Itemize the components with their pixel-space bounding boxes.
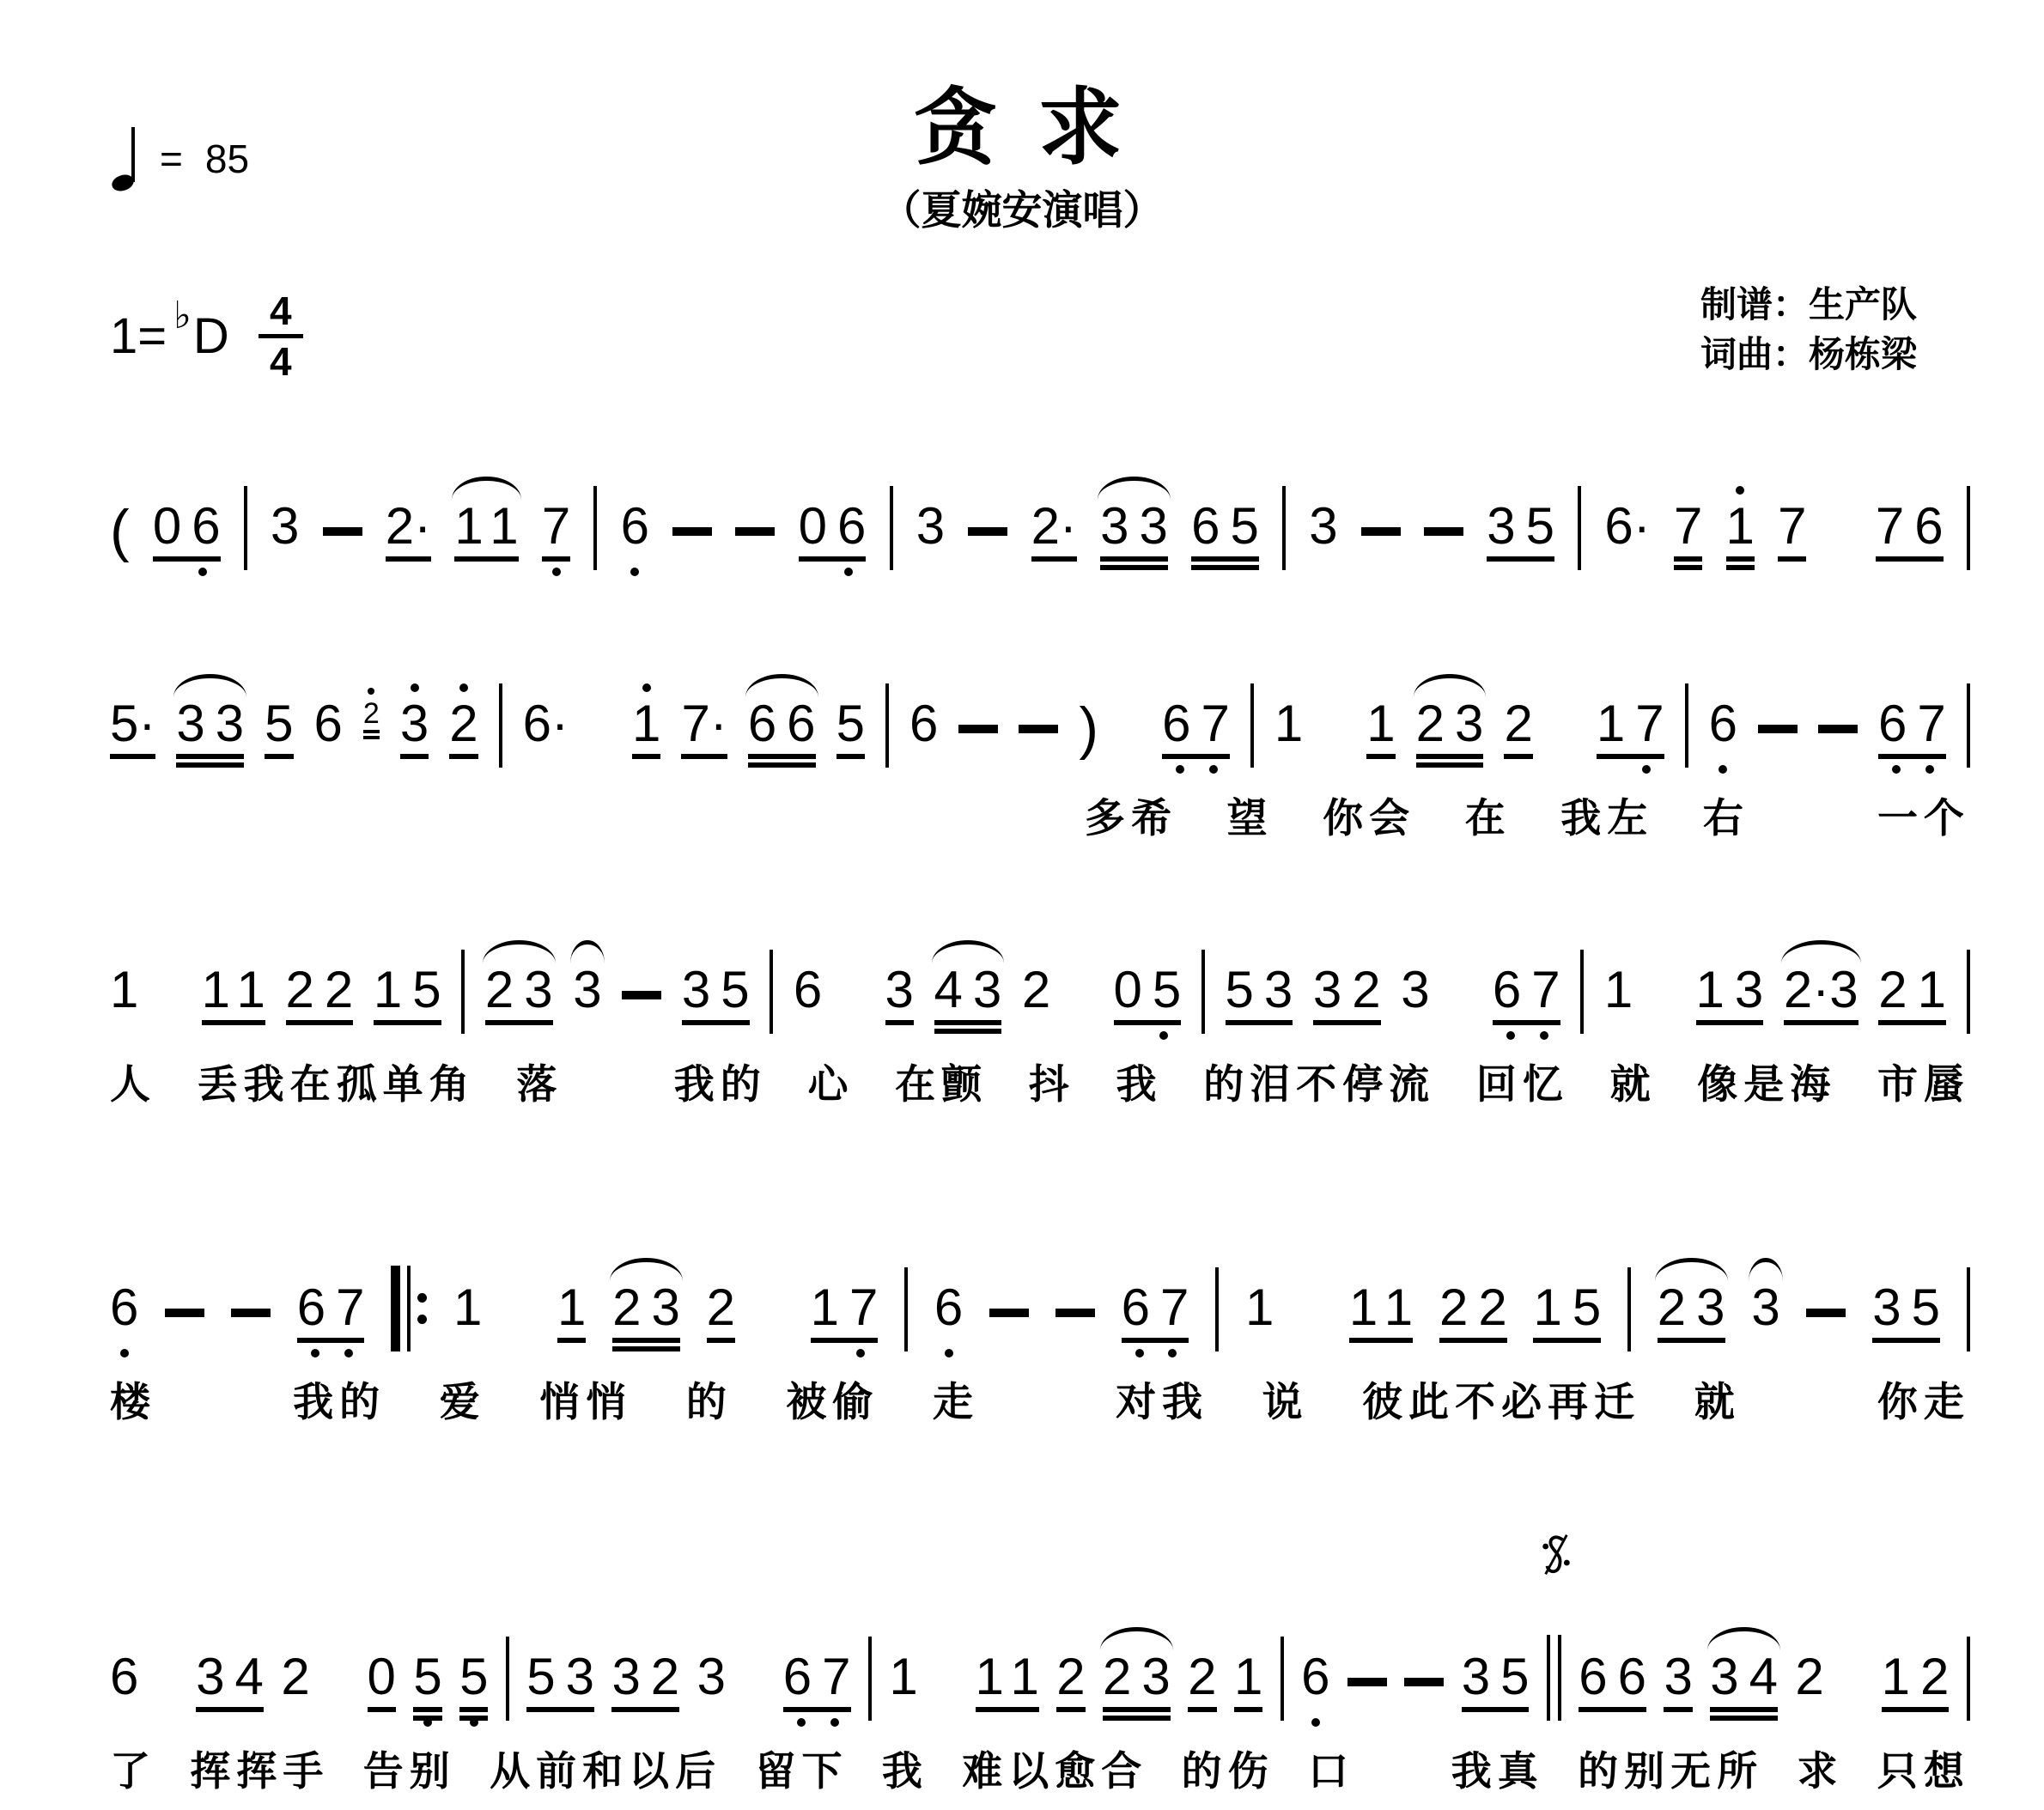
note: 1 (1274, 695, 1304, 752)
barline (1967, 683, 1970, 768)
second-beam (1416, 762, 1484, 768)
lyric-group: 我的 (673, 1061, 767, 1107)
parenthesis: ( (110, 498, 130, 563)
note: 23 (612, 1282, 680, 1343)
octave-dot-below (1506, 1031, 1515, 1040)
spacer (1450, 1022, 1472, 1025)
key-tonic: D (192, 308, 229, 365)
music-system-2 (110, 663, 1970, 844)
note: 3 (916, 497, 946, 555)
note: 3 (1664, 1651, 1692, 1712)
barline (1967, 1267, 1970, 1351)
note: 67 (1162, 698, 1230, 759)
note: 1 (1244, 1279, 1274, 1336)
octave-dot-below (198, 568, 207, 576)
note: 67 (783, 1651, 851, 1712)
note: 53 (1226, 964, 1293, 1025)
note: 67 (1878, 698, 1946, 759)
barline (1967, 1637, 1970, 1721)
lyric-group: 就 (1609, 1061, 1657, 1107)
octave-dot-below (1135, 1349, 1144, 1358)
octave-dot-above (411, 683, 419, 692)
note: 67 (297, 1282, 365, 1343)
dash-note (672, 527, 712, 536)
note: 67 (1122, 1282, 1189, 1343)
lyric-group: 说 (1262, 1379, 1309, 1424)
note: 1 (453, 1279, 483, 1336)
barline (499, 683, 502, 768)
dash-note (1818, 725, 1858, 733)
dash-note (958, 725, 998, 733)
note: 6 (934, 1282, 963, 1343)
lyric-spacer (604, 1053, 633, 1110)
octave-dot-below (1159, 1031, 1168, 1040)
octave-dot-below (945, 1349, 953, 1358)
note: 11 (976, 1651, 1039, 1712)
time-signature (259, 290, 303, 383)
note: 6· (1604, 497, 1651, 555)
lyric-group: 就 (1694, 1379, 1741, 1424)
octave-dot-above (368, 688, 374, 695)
second-beam (1726, 565, 1755, 570)
note: 3 (1751, 1282, 1779, 1343)
barline (1578, 486, 1581, 570)
note: 43 (934, 964, 1002, 1025)
spacer (935, 1709, 958, 1712)
barline (1967, 486, 1970, 570)
tempo-bpm: 85 (204, 137, 250, 181)
note: 1 (1603, 961, 1633, 1018)
lyric-group: 走 (932, 1379, 979, 1424)
spacer (159, 1022, 181, 1025)
dash-note (1361, 527, 1401, 536)
credit-composer: 词曲：杨栋梁 (1700, 333, 1917, 374)
lyric-group: 我左 (1560, 795, 1654, 841)
time-signature-top: 4 (270, 289, 292, 333)
octave-dot-below (830, 1718, 839, 1727)
note: 6 (909, 695, 939, 752)
note: 12 (1882, 1651, 1950, 1712)
slur-arc (932, 940, 1005, 963)
note: 6 (793, 961, 823, 1018)
octave-dot-below (423, 1718, 432, 1727)
parenthesis: ) (1079, 695, 1099, 761)
fraction-bar (259, 334, 303, 338)
barline (461, 950, 465, 1034)
note: 23 (1416, 698, 1484, 759)
note: 17 (1597, 698, 1664, 759)
lyric-group: 被偷 (786, 1379, 879, 1424)
spacer (1119, 756, 1141, 759)
note: 1 (1726, 501, 1755, 562)
notes-row (110, 929, 1970, 1025)
dash-note (1758, 725, 1798, 733)
spacer (508, 1339, 531, 1343)
lyric-group: 的 (685, 1379, 733, 1424)
note: 33 (176, 698, 244, 759)
note: 34 (1710, 1651, 1778, 1712)
lyric-spacer (1388, 1740, 1417, 1797)
lyric-group: 落 (516, 1061, 563, 1107)
note: 1 (557, 1282, 586, 1343)
note: 2 (1056, 1651, 1085, 1712)
key-signature (110, 290, 303, 383)
music-system-5 (110, 1616, 1970, 1797)
dash-note (323, 527, 362, 536)
time-signature-bottom: 4 (270, 339, 292, 385)
note: 6 (1709, 698, 1737, 759)
spacer (1323, 756, 1346, 759)
octave-dot-below (1719, 765, 1727, 774)
slur-arc (452, 477, 520, 500)
lyric-group: 我 (1116, 1061, 1163, 1107)
slur-arc (1707, 1627, 1780, 1650)
lyric-spacer (1798, 787, 1828, 844)
lyric-group: 彼此不必再迁 (1362, 1379, 1641, 1424)
note: 5 (836, 698, 865, 759)
note: 6 (621, 501, 649, 562)
lyric-group: 在 (1464, 795, 1512, 841)
lyric-group: 从前和以后 (490, 1748, 722, 1794)
note: 06 (153, 501, 221, 562)
octave-dot-above (642, 683, 651, 692)
second-beam (1103, 1716, 1171, 1721)
barline (1580, 950, 1584, 1034)
dash-note (1424, 527, 1463, 536)
barline (1627, 1267, 1631, 1351)
note: 76 (1876, 501, 1944, 562)
lyric-group: 我真 (1451, 1748, 1544, 1794)
music-system-4 (110, 1247, 1970, 1428)
lyrics-row (110, 1370, 1970, 1428)
second-beam (612, 1346, 680, 1351)
lyric-group: 望 (1226, 795, 1274, 841)
octave-dot-below (856, 1349, 865, 1358)
note: 6 (110, 1282, 138, 1343)
octave-dot-below (1176, 765, 1184, 774)
note: 67 (1493, 964, 1560, 1025)
dash-note (622, 991, 661, 999)
notes-row (110, 465, 1970, 562)
barline (1215, 1267, 1219, 1351)
spacer (1554, 756, 1576, 759)
music-system-1 (110, 465, 1970, 562)
lyric-group: 多希 (1085, 795, 1177, 841)
slur-arc (173, 674, 246, 697)
note: 06 (799, 501, 867, 562)
note: 11 (1349, 1282, 1413, 1343)
barline (244, 486, 247, 570)
barline (770, 950, 773, 1034)
lyric-group: 留下 (755, 1748, 849, 1794)
note: 1 (1366, 698, 1395, 759)
lyric-spacer (210, 1370, 240, 1428)
note: 11 (454, 501, 518, 562)
dash-note (1019, 725, 1058, 733)
double-barline (1547, 1635, 1561, 1721)
octave-dot-below (1540, 1031, 1548, 1040)
note: 3 (1401, 961, 1430, 1018)
lyric-group: 的泪不停流 (1203, 1061, 1436, 1107)
lyric-group: 求 (1797, 1748, 1844, 1794)
note: 15 (1533, 1282, 1601, 1343)
lyric-group: 人 (110, 1061, 156, 1107)
lyrics-row (110, 1053, 1970, 1110)
second-beam (176, 762, 244, 768)
repeat-begin-barline-icon (391, 1266, 427, 1351)
octave-dot-below (552, 568, 561, 576)
segno-icon (1540, 1530, 1573, 1579)
note: 35 (1462, 1651, 1530, 1712)
note: 1 (1234, 1651, 1262, 1712)
lyric-group: 丢我在孤单角 (197, 1061, 476, 1107)
note: 1 (632, 698, 660, 759)
notes-row (110, 663, 1970, 759)
note: 11 (202, 964, 265, 1025)
note: 34 (196, 1651, 264, 1712)
octave-dot-above (1736, 486, 1744, 495)
lyric-group: 的伤 (1181, 1748, 1274, 1794)
note: 22 (286, 964, 354, 1025)
flat-icon: ♭ (173, 295, 192, 337)
barline (1282, 486, 1286, 570)
dash-note (1806, 1309, 1846, 1317)
spacer (156, 1709, 179, 1712)
octave-dot-below (1311, 1718, 1320, 1727)
lyric-group: 楼 (110, 1379, 156, 1424)
octave-dot-below (1925, 765, 1934, 774)
octave-dot-below (344, 1349, 353, 1358)
note: 5 (459, 1651, 488, 1712)
octave-dot-above (459, 683, 468, 692)
note: 2· (386, 501, 431, 562)
barline (1685, 683, 1688, 768)
slur-arc (1098, 477, 1171, 500)
note: 2· (1031, 501, 1077, 562)
note: 6 (1301, 1651, 1329, 1712)
note: 2 (707, 1282, 735, 1343)
dash-note (231, 1309, 271, 1317)
note: 1 (110, 961, 139, 1018)
note: 3 (573, 964, 601, 1025)
lyric-group: 一个 (1877, 795, 1970, 841)
note: 3 (697, 1648, 726, 1705)
barline (890, 486, 893, 570)
lyric-group: 像是海 (1697, 1061, 1837, 1107)
note: 2·3 (1784, 964, 1858, 1025)
notes-row (110, 1616, 1970, 1712)
barline (1250, 683, 1254, 768)
second-beam (1710, 1716, 1778, 1721)
note: 2 (449, 698, 478, 759)
note: 35 (682, 964, 750, 1025)
second-beam (1674, 565, 1702, 570)
note: 15 (374, 964, 441, 1025)
note: 33 (1100, 501, 1168, 562)
lyric-group: 在颤 (895, 1061, 989, 1107)
key-prefix: 1= (110, 308, 167, 365)
lyric-group: 右 (1702, 795, 1749, 841)
spacer (1830, 558, 1852, 562)
slur-arc (1749, 1258, 1782, 1281)
slur-arc (1781, 940, 1861, 963)
spacer (743, 1709, 765, 1712)
note: 7 (542, 501, 570, 562)
note: 22 (1439, 1282, 1507, 1343)
spacer (327, 1709, 350, 1712)
dash-note (1055, 1309, 1095, 1317)
spacer (589, 756, 611, 759)
lyric-group: 的别无所 (1578, 1748, 1764, 1794)
slur-arc (610, 1258, 683, 1281)
lyric-group: 抖 (1028, 1061, 1075, 1107)
octave-dot-below (120, 1349, 129, 1358)
note: 6 (110, 1648, 139, 1705)
octave-dot-below (311, 1349, 319, 1358)
second-beam (1191, 565, 1259, 570)
lyric-group: 我的 (293, 1379, 386, 1424)
slur-arc (570, 940, 604, 963)
note: 3 (400, 698, 429, 759)
slur-arc (1655, 1258, 1728, 1281)
lyric-group: 你走 (1877, 1379, 1970, 1424)
page-subtitle: （夏婉安演唱） (880, 187, 1164, 233)
slur-arc (483, 940, 556, 963)
octave-dot-below (470, 1718, 478, 1727)
lyric-group: 爱 (439, 1379, 486, 1424)
octave-dot-below (844, 568, 853, 576)
note: 32 (1313, 964, 1381, 1025)
barline (868, 1637, 872, 1721)
second-beam (934, 1029, 1002, 1034)
note: 3 (885, 964, 914, 1025)
lyric-group: 回忆 (1475, 1061, 1569, 1107)
barline (593, 486, 597, 570)
note: 66 (1579, 1651, 1646, 1712)
octave-dot-below (797, 1718, 806, 1727)
dash-note (968, 527, 1007, 536)
note: 53 (526, 1651, 594, 1712)
octave-dot-below (1892, 765, 1901, 774)
note: 2 (281, 1648, 310, 1705)
notes-row (110, 1247, 1970, 1343)
note: 3 (271, 497, 300, 555)
lyric-group: 只想 (1877, 1748, 1970, 1794)
note: 21 (1878, 964, 1946, 1025)
slur-arc (1100, 1627, 1173, 1650)
slur-arc (1414, 674, 1487, 697)
note: 1 (889, 1648, 918, 1705)
octave-dot-below (630, 568, 639, 576)
note: 3 (1309, 497, 1338, 555)
note: 2 (1021, 961, 1051, 1018)
slur-arc (745, 674, 818, 697)
note: 5 (265, 698, 293, 759)
note: 2 (363, 699, 380, 733)
lyric-spacer (1033, 1370, 1062, 1428)
note: 32 (611, 1651, 679, 1712)
note: 23 (1103, 1651, 1171, 1712)
octave-dot-below (1168, 1349, 1177, 1358)
octave-dot-below (1642, 765, 1651, 774)
spacer (1841, 1709, 1864, 1712)
spacer (1071, 1022, 1093, 1025)
note: 35 (1487, 501, 1554, 562)
lyric-group: 心 (807, 1061, 855, 1107)
lyric-group: 难以愈合 (962, 1748, 1148, 1794)
note: 13 (1696, 964, 1764, 1025)
note: 7 (1778, 501, 1806, 562)
note: 35 (1872, 1282, 1940, 1343)
note: 7 (1674, 501, 1702, 562)
lyric-group: 挥挥手 (190, 1748, 330, 1794)
lyric-group: 对我 (1116, 1379, 1209, 1424)
note: 2 (1795, 1648, 1824, 1705)
note: 17 (811, 1282, 879, 1343)
barline (1967, 950, 1970, 1034)
barline (885, 683, 889, 768)
note: 5 (413, 1651, 441, 1712)
credit-arranger: 制谱：生产队 (1700, 284, 1917, 325)
credits (1700, 280, 1917, 380)
lyric-group: 口 (1308, 1748, 1354, 1794)
note: 2 (1504, 698, 1532, 759)
note: 65 (1191, 501, 1259, 562)
lyric-spacer (1794, 1370, 1823, 1428)
lyric-group: 市蜃 (1877, 1061, 1970, 1107)
lyrics-row (110, 1740, 1970, 1797)
dash-note (989, 1309, 1029, 1317)
note: 23 (1658, 1282, 1725, 1343)
lyric-group: 告别 (362, 1748, 456, 1794)
spacer (1653, 1022, 1676, 1025)
second-beam (363, 736, 380, 739)
barline (904, 1267, 908, 1351)
lyric-group: 悄悄 (539, 1379, 633, 1424)
lyric-group: 我 (881, 1748, 928, 1794)
dash-note (165, 1309, 204, 1317)
note: 23 (485, 964, 553, 1025)
dash-note (1347, 1678, 1387, 1686)
music-system-3 (110, 929, 1970, 1110)
barline (1281, 1637, 1284, 1721)
note: 05 (1114, 964, 1182, 1025)
note: 0 (368, 1651, 396, 1712)
dash-note (735, 527, 775, 536)
barline (506, 1637, 509, 1721)
note: 66 (748, 698, 816, 759)
lyric-group: 你会 (1323, 795, 1416, 841)
spacer (1300, 1339, 1323, 1343)
note: 2 (1188, 1651, 1216, 1712)
note: 6 (313, 695, 343, 752)
note: 7· (681, 698, 727, 759)
note: 6· (522, 695, 569, 752)
barline (1201, 950, 1205, 1034)
octave-dot-below (1209, 765, 1218, 774)
second-beam (1100, 565, 1168, 570)
lyric-group: 了 (110, 1748, 156, 1794)
dash-note (1404, 1678, 1444, 1686)
note: 5· (110, 698, 155, 759)
spacer (762, 1339, 784, 1343)
tempo-equals: = (160, 137, 183, 181)
page-title: 贪 求 (913, 80, 1131, 174)
spacer (843, 1022, 865, 1025)
second-beam (748, 762, 816, 768)
lyrics-row (1085, 787, 1970, 844)
